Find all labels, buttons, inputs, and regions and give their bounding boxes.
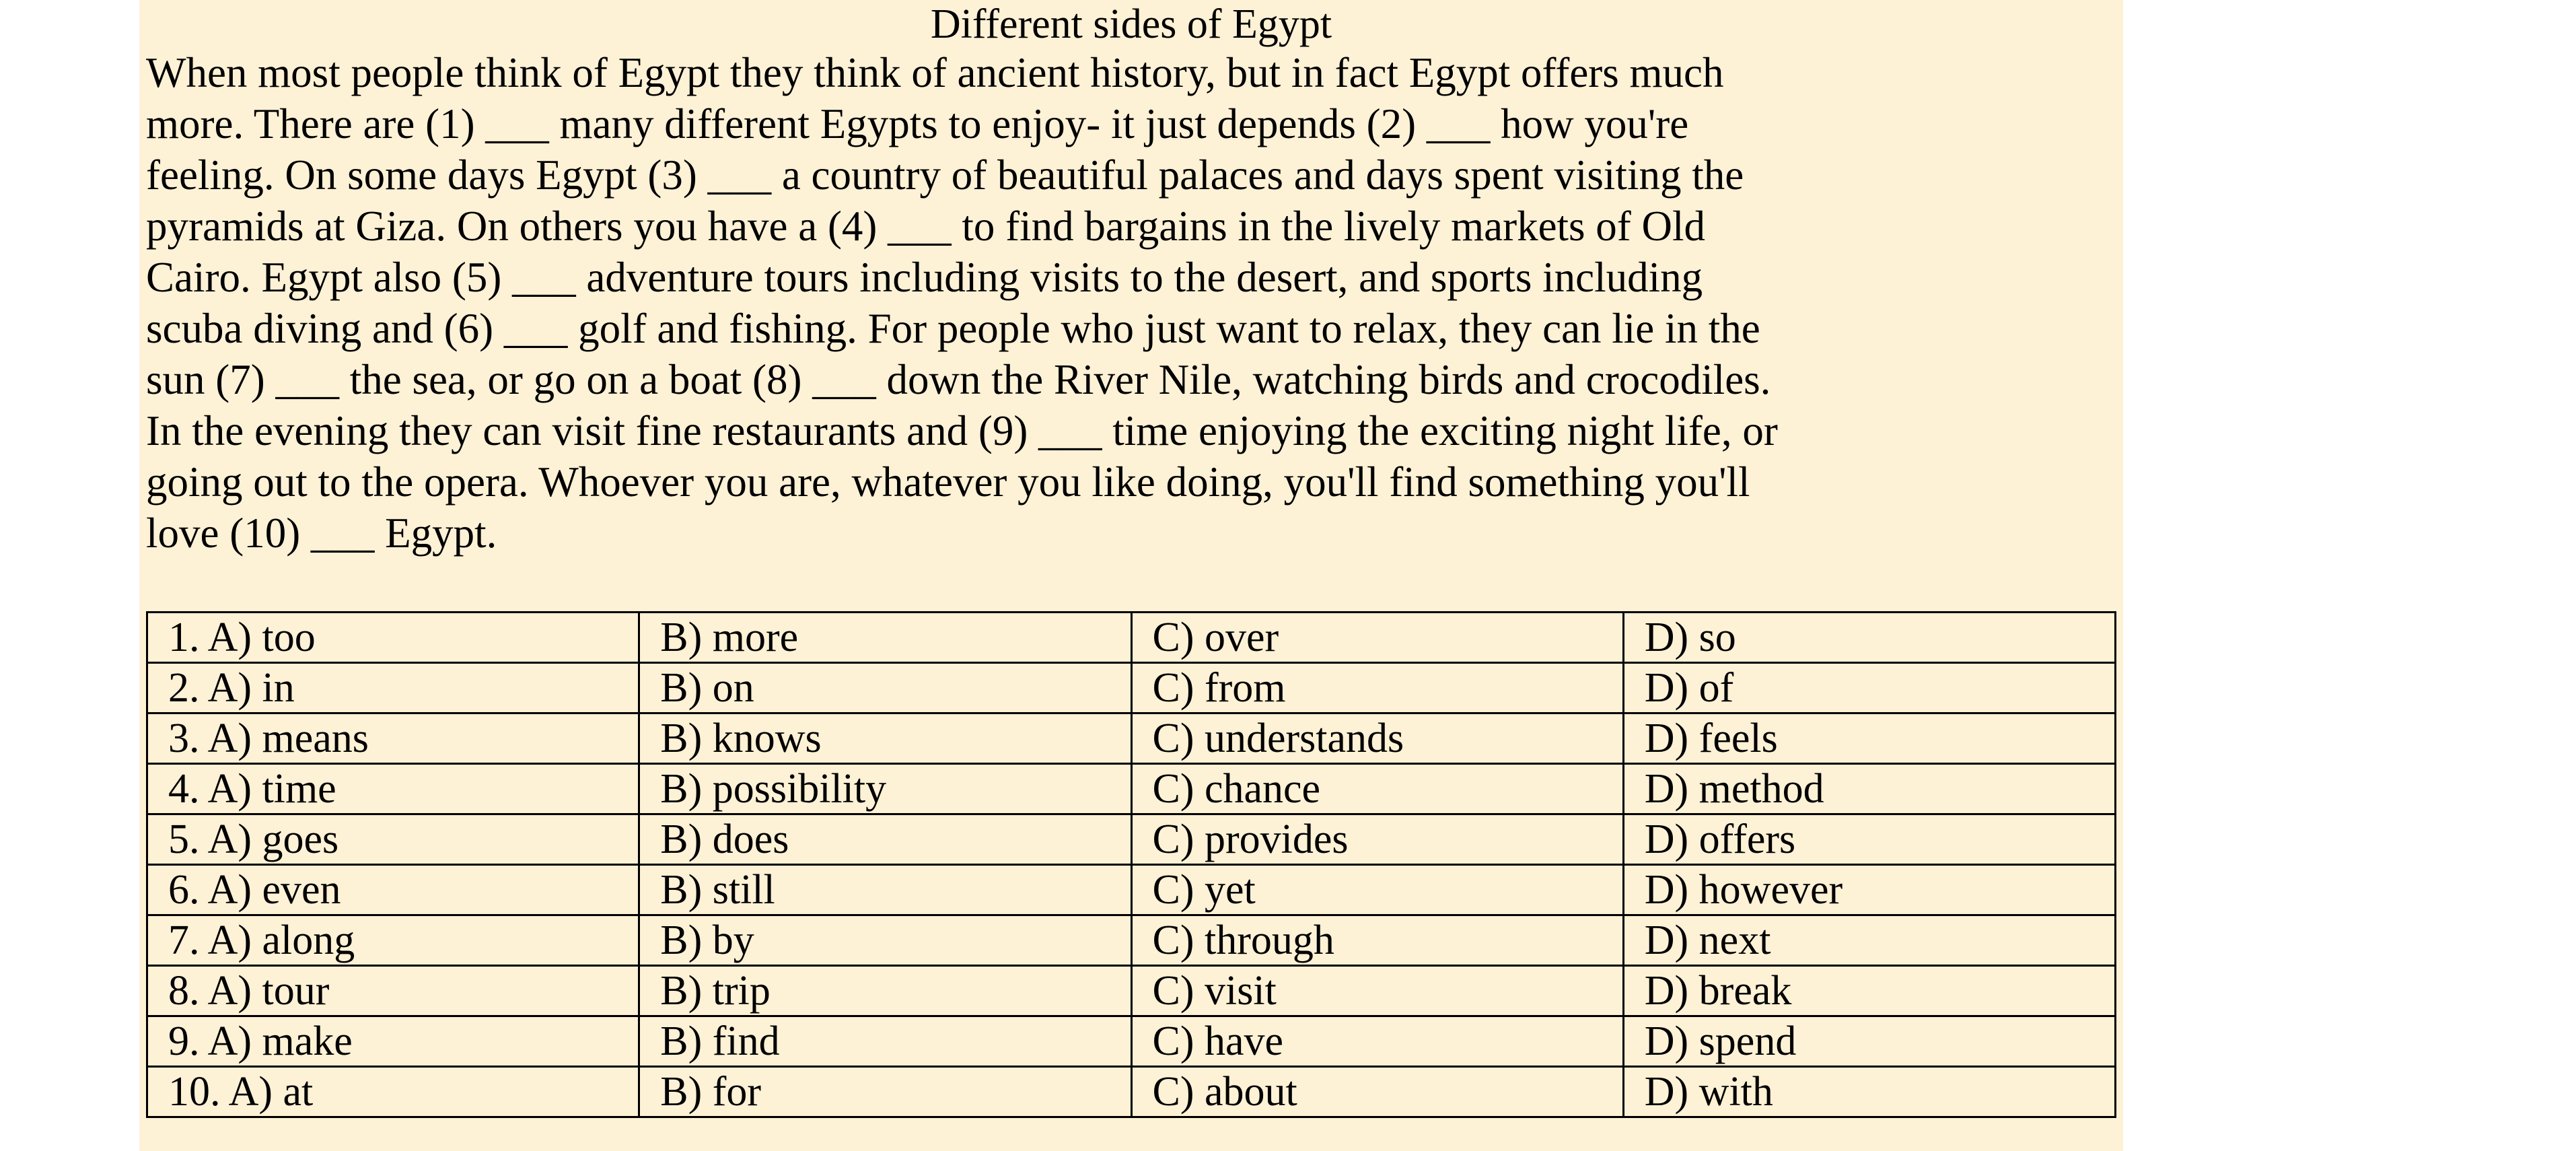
table-row — [147, 764, 2116, 814]
option-b: B) still — [639, 865, 1131, 915]
option-c: C) about — [1131, 1067, 1623, 1117]
option-d: D) feels — [1623, 713, 2115, 764]
option-c: C) over — [1131, 613, 1623, 663]
table-row — [147, 1067, 2116, 1117]
passage-line: scuba diving and (6) ___ golf and fishing. For people who just want to relax, they can lie in the — [146, 305, 1760, 352]
option-a: 8. A) tour — [147, 966, 639, 1016]
passage-line: sun (7) ___ the sea, or go on a boat (8) ___ down the River Nile, watching birds and crocodiles. — [146, 356, 1771, 403]
option-a: 3. A) means — [147, 713, 639, 764]
option-b: B) knows — [639, 713, 1131, 764]
option-a: 4. A) time — [147, 764, 639, 814]
option-b: B) find — [639, 1016, 1131, 1067]
table-row — [147, 915, 2116, 966]
option-a: 2. A) in — [147, 663, 639, 713]
option-c: C) visit — [1131, 966, 1623, 1016]
option-d: D) so — [1623, 613, 2115, 663]
option-a: 6. A) even — [147, 865, 639, 915]
table-row — [147, 613, 2116, 663]
table-row — [147, 865, 2116, 915]
worksheet — [139, 0, 2123, 1151]
option-d: D) with — [1623, 1067, 2115, 1117]
option-c: C) provides — [1131, 814, 1623, 865]
table-row — [147, 814, 2116, 865]
option-b: B) on — [639, 663, 1131, 713]
option-c: C) have — [1131, 1016, 1623, 1067]
option-b: B) does — [639, 814, 1131, 865]
option-b: B) more — [639, 613, 1131, 663]
option-b: B) for — [639, 1067, 1131, 1117]
passage-line: pyramids at Giza. On others you have a (4) ___ to find bargains in the lively markets of Old — [146, 203, 1706, 250]
worksheet-title: Different sides of Egypt — [930, 1, 1332, 47]
option-a: 1. A) too — [147, 613, 639, 663]
option-a: 7. A) along — [147, 915, 639, 966]
option-b: B) possibility — [639, 764, 1131, 814]
option-c: C) chance — [1131, 764, 1623, 814]
passage-line: more. There are (1) ___ many different Egypts to enjoy- it just depends (2) ___ how you're — [146, 100, 1689, 147]
option-c: C) from — [1131, 663, 1623, 713]
option-d: D) offers — [1623, 814, 2115, 865]
option-c: C) through — [1131, 915, 1623, 966]
option-a: 5. A) goes — [147, 814, 639, 865]
option-d: D) of — [1623, 663, 2115, 713]
passage-line: feeling. On some days Egypt (3) ___ a country of beautiful palaces and days spent visiting the — [146, 151, 1744, 199]
table-row — [147, 1016, 2116, 1067]
option-d: D) method — [1623, 764, 2115, 814]
option-d: D) however — [1623, 865, 2115, 915]
option-d: D) spend — [1623, 1016, 2115, 1067]
reading-passage — [146, 47, 2123, 559]
option-b: B) by — [639, 915, 1131, 966]
option-a: 9. A) make — [147, 1016, 639, 1067]
table-row — [147, 966, 2116, 1016]
table-row — [147, 713, 2116, 764]
option-c: C) understands — [1131, 713, 1623, 764]
passage-line: Cairo. Egypt also (5) ___ adventure tours including visits to the desert, and sports including — [146, 254, 1703, 301]
option-a: 10. A) at — [147, 1067, 639, 1117]
answer-options-table — [146, 611, 2116, 1118]
passage-line: going out to the opera. Whoever you are, whatever you like doing, you'll find something you'll — [146, 458, 1750, 505]
passage-line: In the evening they can visit fine restaurants and (9) ___ time enjoying the exciting night life, or — [146, 407, 1778, 454]
option-d: D) next — [1623, 915, 2115, 966]
option-c: C) yet — [1131, 865, 1623, 915]
table-row — [147, 663, 2116, 713]
passage-line: When most people think of Egypt they think of ancient history, but in fact Egypt offers much — [146, 49, 1724, 96]
option-d: D) break — [1623, 966, 2115, 1016]
passage-line: love (10) ___ Egypt. — [146, 510, 497, 557]
option-b: B) trip — [639, 966, 1131, 1016]
